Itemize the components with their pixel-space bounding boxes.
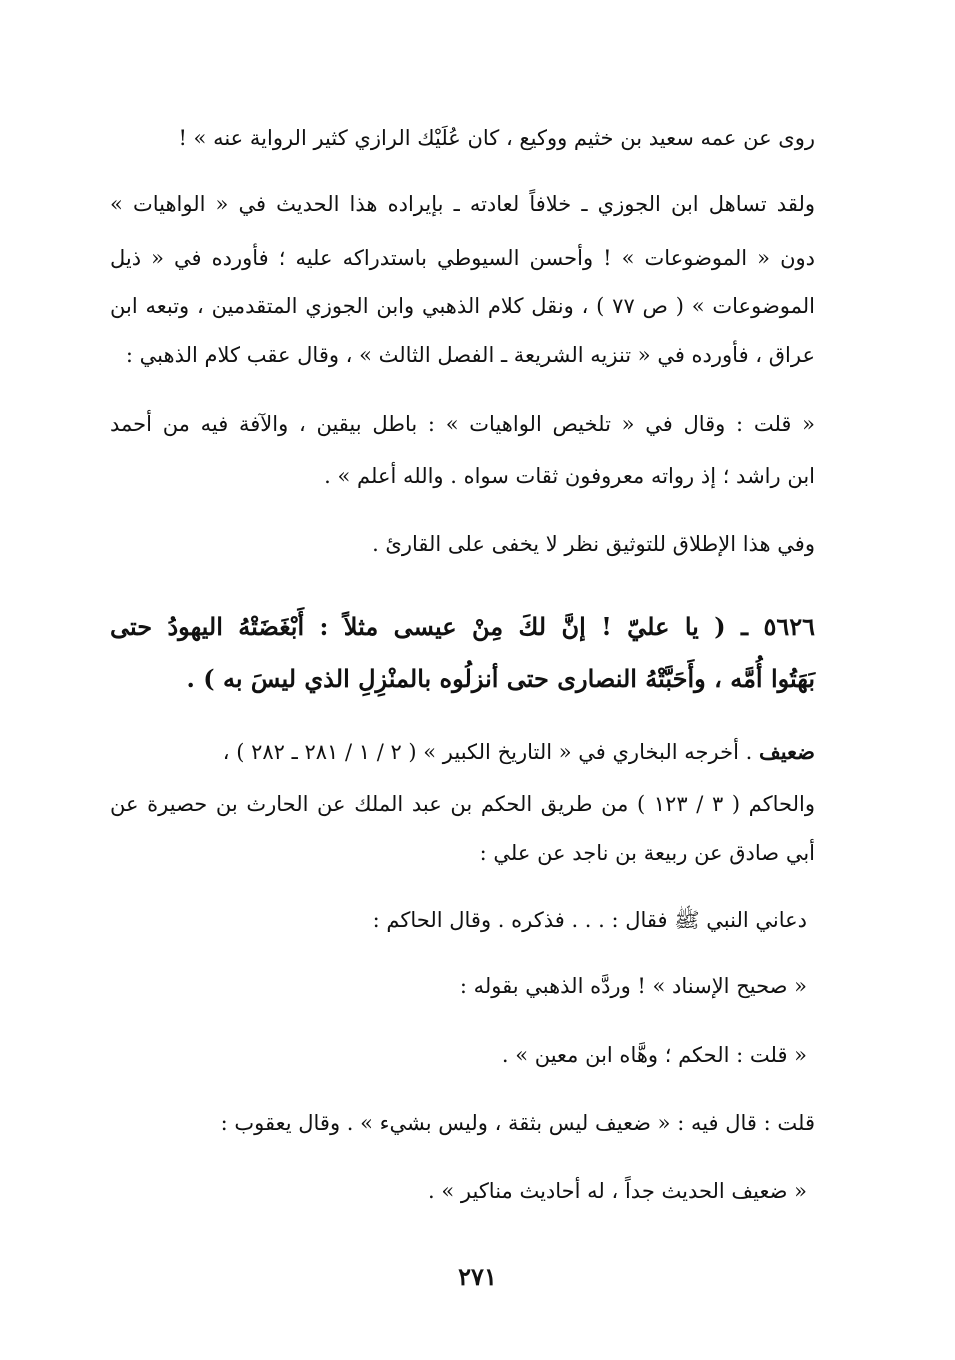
text-line: عراق ، فأورده في « تنزيه الشريعة ـ الفصل الثالث » ، وقال عقب كلام الذهبي : — [125, 343, 815, 367]
text-line: « صحيح الإسناد » ! وردَّه الذهبي بقوله : — [459, 974, 807, 998]
hadith-heading: بَهَتُوا أُمَّه ، وأَحَبَّتْهُ النصارى حتى أنزلُوه بالمنْزِلِ الذي ليسَ به ) . — [186, 664, 815, 693]
text-line: أبي صادق عن ربيعة بن ناجد عن علي : — [479, 841, 815, 865]
text-line: ابن راشد ؛ إذ رواته معروفون ثقات سواه . والله أعلم » . — [324, 464, 815, 488]
text-line: وفي هذا الإطلاق للتوثيق نظر لا يخفى على القارئ . — [372, 532, 815, 556]
text-line: « ضعيف الحديث جداً ، له أحاديث مناكير » . — [428, 1179, 807, 1203]
text-line: دون « الموضوعات » ! وأحسن السيوطي باستدراكه عليه ؛ فأورده في « ذيل — [110, 246, 815, 270]
text-line: الموضوعات » ( ص ٧٧ ) ، ونقل كلام الذهبي وابن الجوزي المتقدمين ، وتبعه ابن — [110, 294, 815, 318]
page-number: ٢٧١ — [458, 1262, 497, 1291]
text-line: دعاني النبي ﷺ فقال : . . . فذكره . وقال الحاكم : — [372, 908, 807, 932]
text-line: ولقد تساهل ابن الجوزي ـ خلافاً لعادته ـ بإيراده هذا الحديث في « الواهيات » — [110, 192, 815, 216]
text-line: « قلت : الحكم ؛ وهَّاه ابن معين » . — [501, 1043, 807, 1067]
text-line: والحاكم ( ٣ / ١٢٣ ) من طريق الحكم بن عبد الملك عن الحارث بن حصيرة عن — [110, 792, 815, 816]
text-line: « قلت : وقال في « تلخيص الواهيات » : باطل بيقين ، والآفة فيه من أحمد — [110, 412, 815, 436]
hadith-heading: ٥٦٢٦ ـ ( يا عليّ ! إنَّ لكَ مِنْ عيسى مثلاً : أَبْغَضَتْهُ اليهودُ حتى — [110, 612, 815, 641]
text-line — [223, 737, 815, 767]
text-line: قلت : قال فيه : « ضعيف ليس بثقة ، وليس بشيء » . وقال يعقوب : — [220, 1111, 815, 1135]
grade-label: ضعيف — [758, 739, 815, 764]
text-line: روى عن عمه سعيد بن خثيم ووكيع ، كان عُلَيْك الرازي كثير الرواية عنه » ! — [178, 126, 815, 150]
text-span: . أخرجه البخاري في « التاريخ الكبير » ( ٢ / ١ / ٢٨١ ـ ٢٨٢ ) ، — [222, 740, 759, 764]
